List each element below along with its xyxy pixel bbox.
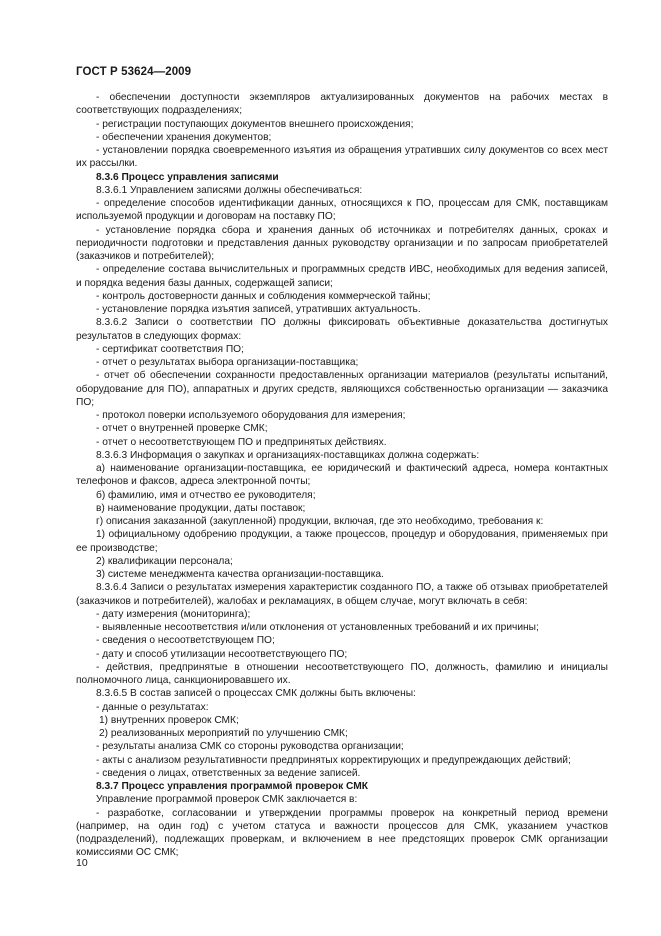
paragraph: - обеспечении доступности экземпляров актуализированных документов на рабочих местах в соответствующих подразделениях;: [76, 92, 608, 117]
paragraph: - сертификат соответствия ПО;: [96, 343, 244, 355]
paragraph: - контроль достоверности данных и соблюдения коммерческой тайны;: [96, 290, 431, 302]
paragraph: - установление порядка сбора и хранения данных об источниках и потребителях данных, сроках и периодичности подготовки и представления данных руководству организации и по запросам приобретателей (заказчиков и потребителей);: [76, 224, 608, 262]
paragraph: - отчет о результатах выбора организации-поставщика;: [96, 357, 359, 368]
paragraph: - разработке, согласовании и утверждении программы проверок на конкретный период времени (например, на один год) с учетом статуса и важности процессов для СМК, указанием участков (подразделений), подлежащих проверкам, и включением в нее предстоящих проверок СМК организации комиссиями ОС СМК;: [76, 807, 608, 859]
paragraph: - отчет о внутренней проверке СМК;: [96, 423, 268, 435]
paragraph: 1) официальному одобрению продукции, а также процессов, процедур и оборудования, применяемых при ее производстве;: [76, 529, 608, 554]
paragraph: г) описания заказанной (закупленной) продукции, включая, где это необходимо, требования к:: [96, 516, 544, 527]
paragraph: - сведения о лицах, ответственных за ведение записей.: [96, 767, 361, 779]
paragraph: - сведения о несоответствующем ПО;: [96, 635, 275, 647]
paragraph: 8.3.6.1 Управлением записями должны обеспечиваться:: [96, 184, 363, 196]
paragraph: - дату и способ утилизации несоответствующего ПО;: [96, 648, 348, 660]
paragraph: 8.3.6.5 В состав записей о процессах СМК должны быть включены:: [96, 688, 416, 700]
paragraph: 8.3.6.4 Записи о результатах измерения характеристик созданного ПО, а также об отзывах приобретателей (заказчиков и потребителей), жалобах и рекламациях, в общем случае, могут включать в себя:: [76, 582, 608, 607]
paragraph: - акты с анализом результативности предпринятых корректирующих и предупреждающих действий;: [96, 754, 571, 766]
paragraph: - регистрации поступающих документов внешнего происхождения;: [96, 118, 414, 130]
paragraph: в) наименование продукции, даты поставок;: [96, 502, 306, 514]
paragraph: 2) квалификации персонала;: [96, 555, 233, 567]
paragraph: 8.3.6.2 Записи о соответствии ПО должны фиксировать объективные доказательства достигнутых результатов в следующих формах:: [76, 317, 608, 342]
paragraph: 8.3.6.3 Информация о закупках и организациях-поставщиках должна содержать:: [96, 449, 480, 461]
document-header: ГОСТ Р 53624—2009: [76, 66, 192, 78]
paragraph: 3) системе менеджмента качества организации-поставщика.: [96, 569, 384, 580]
paragraph: Управление программой проверок СМК заключается в:: [96, 794, 358, 806]
paragraph: - результаты анализа СМК со стороны руководства организации;: [96, 741, 404, 753]
paragraph: 1) внутренних проверок СМК;: [99, 714, 239, 726]
page-number: 10: [76, 857, 88, 869]
paragraph: - выявленные несоответствия и/или отклонения от установленных требований и их причины;: [96, 622, 539, 633]
section-heading: 8.3.7 Процесс управления программой проверок СМК: [96, 781, 368, 792]
paragraph: - действия, предпринятые в отношении несоответствующего ПО, должность, фамилию и инициалы полномочного лица, санкционировавшего их.: [76, 661, 608, 686]
paragraph: - обеспечении хранения документов;: [96, 131, 272, 143]
paragraph: - определение способов идентификации данных, относящихся к ПО, процессам для СМК, поставщикам используемой продукции и договорам на поставку ПО;: [76, 198, 608, 223]
paragraph: - протокол поверки используемого оборудования для измерения;: [96, 410, 406, 421]
paragraph: - определение состава вычислительных и программных средств ИВС, необходимых для ведения записей, и порядка ведения базы данных, содержащей записи;: [76, 264, 608, 289]
paragraph: - отчет об обеспечении сохранности предоставленных организации материалов (результаты испытаний, оборудование для ПО), аппаратных и других средств, являющихся собственностью организации — заказчика ПО;: [76, 370, 608, 408]
paragraph: - отчет о несоответствующем ПО и предпринятых действиях.: [96, 436, 387, 448]
paragraph: б) фамилию, имя и отчество ее руководителя;: [96, 489, 316, 501]
paragraph: - установление порядка изъятия записей, утративших актуальность.: [96, 304, 421, 315]
document-body: [76, 91, 608, 860]
paragraph: - данные о результатах:: [96, 701, 209, 713]
section-heading: 8.3.6 Процесс управления записями: [96, 171, 279, 183]
paragraph: - дату измерения (мониторинга);: [96, 608, 251, 620]
paragraph: а) наименование организации-поставщика, ее юридический и фактический адреса, номера контактных телефонов и факсов, адреса электронной почты;: [76, 463, 608, 488]
paragraph: - установлении порядка своевременного изъятия из обращения утративших силу документов со всех мест их рассылки.: [76, 145, 608, 170]
paragraph: 2) реализованных мероприятий по улучшению СМК;: [99, 728, 348, 739]
